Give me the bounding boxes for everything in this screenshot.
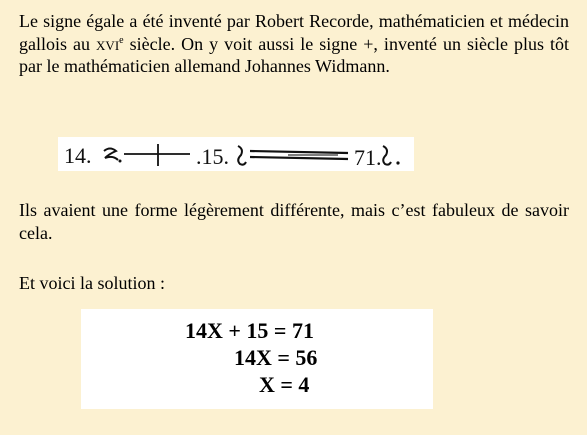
intro-paragraph [19,10,569,78]
century-numeral: xvi [96,33,120,54]
solution-intro: Et voici la solution : [19,273,165,293]
equals-sign [250,151,348,159]
equation-step-3: X = 4 [259,372,310,397]
historic-number-15: .15. [196,144,229,169]
equation-step-2: 14X = 56 [234,345,318,370]
historic-equation-drawing [58,137,414,171]
cossic-ze-symbol [104,149,118,161]
historic-equation-image [58,137,414,171]
remark-paragraph: Ils avaient une forme légèrement différente, mais c’est fabuleux de savoir cela. [19,200,569,243]
dot-mark [119,160,122,163]
intro-text-a: Le signe égale a été inventé par Robert Recorde, mathématicien et médecin gallois au [19,11,569,54]
intro-text-b: siècle. On y voit aussi le signe +, inventé un siècle plus tôt par le mathématicien allemand Johannes Widmann. [19,33,569,76]
dot-mark [396,161,399,164]
historic-number-14: 14. [64,143,92,168]
cossic-dragma-symbol-1 [238,146,246,165]
solution-box [81,309,433,409]
century-superscript: e [119,34,124,46]
cossic-dragma-symbol-2 [383,146,391,165]
equation-step-1: 14X + 15 = 71 [185,318,314,343]
historic-number-71: 71. [354,145,382,170]
